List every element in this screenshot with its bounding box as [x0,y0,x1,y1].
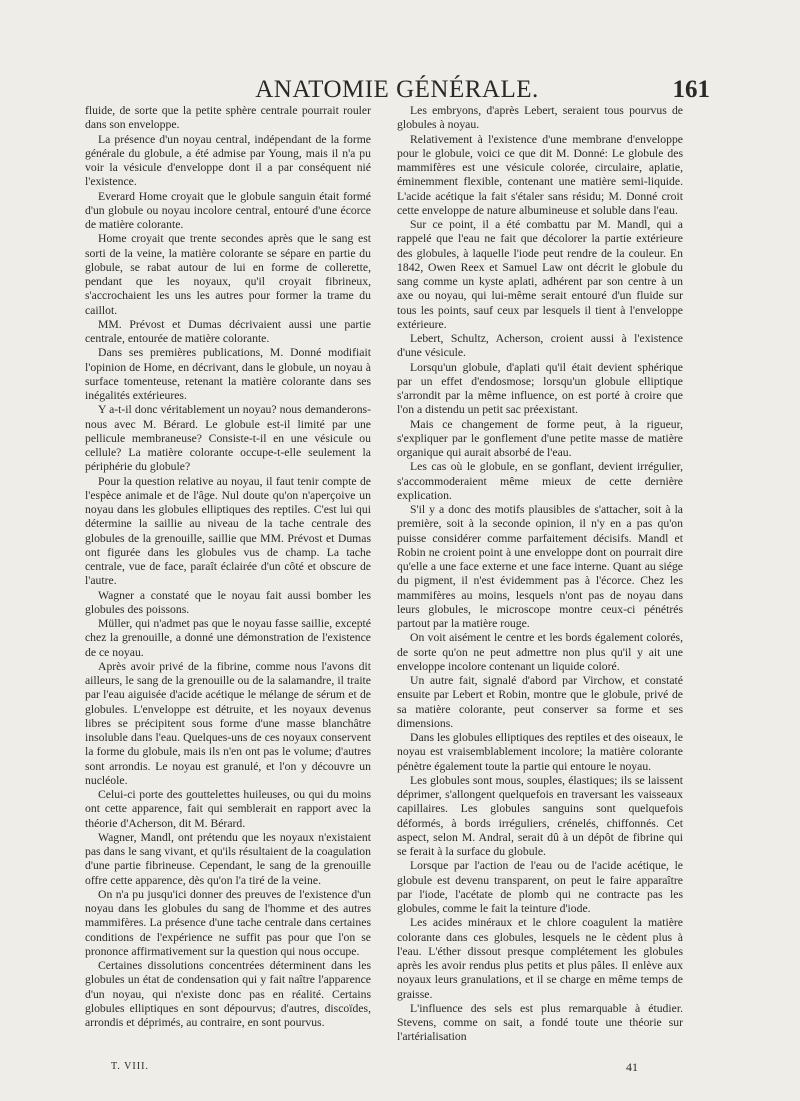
paragraph: Les cas où le globule, en se gonflant, devient irrégulier, s'accommoderaient même mieux de cette dernière explication. [397,460,683,502]
paragraph: Les acides minéraux et le chlore coagulent la matière colorante dans ces globules, lesquels ne le cèdent plus à l'eau. L'éther dissout presque complétement les globules après les avoir rendus plus petits et plus pâles. Il enlève aux noyaux leurs granulations, et il se charge en même temps de graisse. [397,916,683,1001]
signature-mark: 41 [626,1060,638,1074]
paragraph: fluide, de sorte que la petite sphère centrale pourrait rouler dans son enveloppe. [85,104,371,132]
paragraph: Un autre fait, signalé d'abord par Virchow, et constaté ensuite par Lebert et Robin, montre que le globule, privé de sa matière colorante, peut conserver sa forme et ses dimensions. [397,674,683,730]
paragraph: La présence d'un noyau central, indépendant de la forme générale du globule, a été admise par Young, mais il n'a pu voir la vésicule d'enveloppe dont il a par conséquent nié l'existence. [85,132,371,189]
paragraph: Sur ce point, il a été combattu par M. Mandl, qui a rappelé que l'eau ne fait que décolorer la partie extérieure des globules, à laquelle l'iode peut rendre de la couleur. En 1842, Owen Reex et Samuel Law ont décrit le globule du sang comme un kyste aplati, adhérent par son centre à un axe ou noyau, qui lui-même serait entouré d'un fluide sur tous les points, sauf ceux par lesquels il tient à l'enveloppe extérieure. [397,218,683,331]
page-header [84,76,710,106]
paragraph: Mais ce changement de forme peut, à la rigueur, s'expliquer par le gonflement d'une petite masse de matière organique qui aurait absorbé de l'eau. [397,417,683,459]
running-title: ANATOMIE GÉNÉRALE. [255,76,539,103]
paragraph: Dans ses premières publications, M. Donné modifiait l'opinion de Home, en décrivant, dans le globule, un noyau à surface tomenteuse, retenant la matière colorante dans ses inégalités extérieures. [85,346,371,402]
page-number: 161 [672,76,710,103]
paragraph: Pour la question relative au noyau, il faut tenir compte de l'espèce animale et de l'âge. Nul doute qu'on n'aperçoive un noyau dans les globules elliptiques des reptiles. C'est lui qui détermine la saillie au niveau de la tache centrale des globules de la grenouille, saillie que MM. Prévost et Dumas ont figurée dans les globules vus de champ. La tache centrale, vue de face, paraît éclairée d'un côté et obscure de l'autre. [85,474,371,588]
paragraph: Les globules sont mous, souples, élastiques; ils se laissent déprimer, s'allongent quelquefois en traversant les vaisseaux capillaires. Les globules sanguins sont quelquefois déformés, à bords irréguliers, crénelés, chiffonnés. Cet aspect, selon M. Andral, serait dû à un dépôt de fibrine qui se ferait à la surface du globule. [397,773,683,858]
paragraph: Relativement à l'existence d'une membrane d'enveloppe pour le globule, voici ce que dit M. Donné: Le globule des mammifères est une vésicule colorée, circulaire, aplatie, éminemment flexible, contenant une matière semi-liquide. L'acide acétique la fait s'étaler sans résidu; M. Donné croit cette enveloppe de nature albumineuse et soluble dans l'eau. [397,132,683,217]
paragraph: Les embryons, d'après Lebert, seraient tous pourvus de globules à noyau. [397,104,683,132]
paragraph: Après avoir privé de la fibrine, comme nous l'avons dit ailleurs, le sang de la grenouille ou de la salamandre, il traite par l'eau aiguisée d'acide acétique le mélange de sérum et de globules. L'enveloppe est détruite, et les noyaux devenus libres se précipitent sous forme d'une masse blanchâtre insoluble dans l'eau. Quelques-uns de ces noyaux conservent la forme du globule, mais ils n'en ont pas le volume; d'autres sont arrondis. Le noyau est granulé, et l'on y découvre un nucléole. [85,659,371,787]
paragraph: Lorsqu'un globule, d'aplati qu'il était devient sphérique par un effet d'endosmose; lorsqu'un globule elliptique s'arrondit par la même influence, on est porté à croire que l'on a distendu un petit sac préexistant. [397,360,683,417]
paragraph: Y a-t-il donc véritablement un noyau? nous demanderons-nous avec M. Bérard. Le globule est-il limité par une pellicule membraneuse? Consiste-t-il en une vésicule ou cellule? La matière colorante occupe-t-elle seulement la périphérie du globule? [85,403,371,474]
paragraph: Certaines dissolutions concentrées déterminent dans les globules un état de condensation qui y fait naître l'apparence d'un noyau, qui n'existe donc pas en réalité. Certains globules elliptiques en sont dépourvus; d'autres, discoïdes, arrondis et déprimés, au contraire, en sont pourvus. [85,959,371,1029]
paragraph: Home croyait que trente secondes après que le sang est sorti de la veine, la matière colorante se sépare en partie du globule, se rabat autour de lui en forme de collerette, pendant que les noyaux, qu'il croyait fibrineux, s'accrochaient les uns les autres pour former la trame du caillot. [85,232,371,317]
paragraph: L'influence des sels est plus remarquable à étudier. Stevens, comme on sait, a fondé toute une théorie sur l'artérialisation [397,1001,683,1044]
paragraph: Lorsque par l'action de l'eau ou de l'acide acétique, le globule est devenu transparent, on peut le faire apparaître par l'iode, l'acétate de plomb qui ne contracte pas les globules, comme le fait la teinture d'iode. [397,859,683,915]
paragraph: Celui-ci porte des gouttelettes huileuses, ou qui du moins ont cette apparence, fait qui semblerait en rapport avec la théorie d'Acherson, dit M. Bérard. [85,788,371,830]
paragraph: Lebert, Schultz, Acherson, croient aussi à l'existence d'une vésicule. [397,332,683,360]
paragraph: On n'a pu jusqu'ici donner des preuves de l'existence d'un noyau dans les globules du sang de l'homme et des autres mammifères. La présence d'une tache centrale dans certaines conditions de l'expérience ne suffit pas pour que l'on se prononce affirmativement sur la question qui nous occupe. [85,887,371,958]
paragraph: S'il y a donc des motifs plausibles de s'attacher, soit à la première, soit à la seconde opinion, il n'y en a pas qu'on puisse considérer comme parfaitement décisifs. Mandl et Robin ne croient point à une enveloppe dont on pourrait dire qu'elle a une face externe et une face interne. Quant au siége du pigment, il n'est évidemment pas à l'écorce. Chez les mammifères au moins, lesquels n'ont pas de noyau dans leurs globules, le microscope montre ceux-ci pénétrés partout par la matière rouge. [397,503,683,630]
right-column [397,104,683,1045]
paragraph: MM. Prévost et Dumas décrivaient aussi une partie centrale, entourée de matière colorante. [85,317,371,345]
paragraph: Wagner a constaté que le noyau fait aussi bomber les globules des poissons. [85,588,371,616]
paragraph: Dans les globules elliptiques des reptiles et des oiseaux, le noyau est vraisemblablement incolore; la matière colorante pénètre également toute la partie qui entoure le noyau. [397,731,683,773]
paragraph: Wagner, Mandl, ont prétendu que les noyaux n'existaient pas dans le sang vivant, et qu'ils résultaient de la coagulation d'une partie fibrineuse. Cependant, le sang de la grenouille offre cette apparence, dès qu'on l'a tiré de la veine. [85,830,371,887]
paragraph: On voit aisément le centre et les bords également colorés, de sorte qu'on ne peut admettre non plus qu'il y ait une enveloppe incolore contenant un liquide coloré. [397,631,683,673]
paragraph: Müller, qui n'admet pas que le noyau fasse saillie, excepté chez la grenouille, a donné une démonstration de l'existence de ce noyau. [85,617,371,659]
volume-label: T. VIII. [111,1061,149,1072]
left-column [85,104,371,1030]
paragraph: Everard Home croyait que le globule sanguin était formé d'un globule ou noyau incolore central, entouré d'une écorce de matière colorante. [85,189,371,231]
